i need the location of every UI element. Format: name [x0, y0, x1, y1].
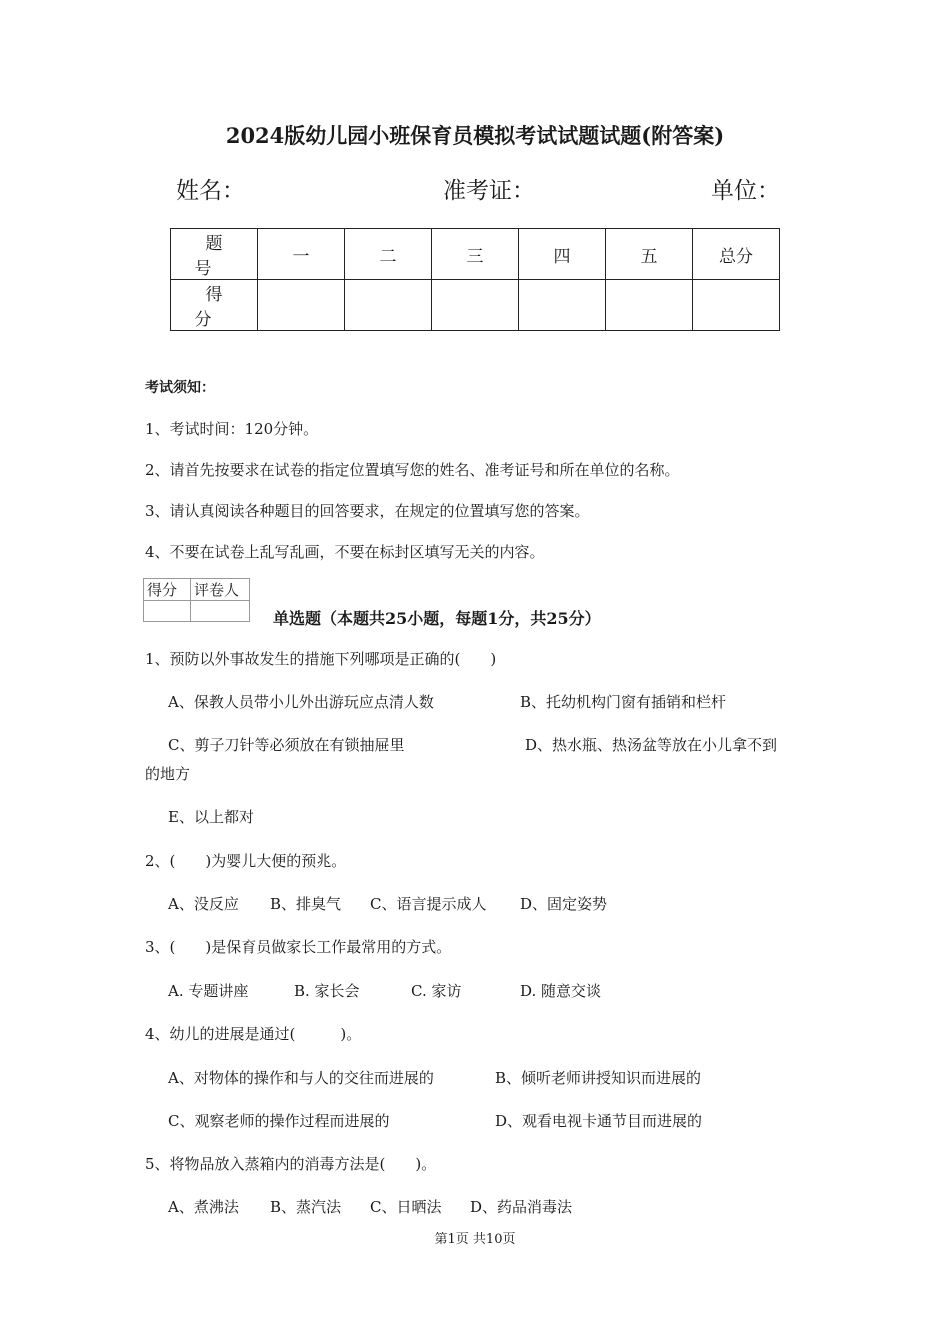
option-d[interactable]: D、药品消毒法 [470, 1198, 573, 1216]
score-cell[interactable] [693, 280, 780, 331]
score-cell[interactable] [345, 280, 432, 331]
score-cell[interactable] [606, 280, 693, 331]
column-header: 五 [606, 229, 693, 280]
option-e[interactable]: E、以上都对 [168, 808, 254, 826]
score-row-header: 得分 [171, 280, 258, 331]
question-stem: 1、预防以外事故发生的措施下列哪项是正确的( ) [145, 650, 497, 668]
unit-field-label: 单位： [711, 178, 780, 204]
score-table [170, 228, 780, 331]
option-b[interactable]: B、排臭气 [270, 895, 342, 913]
option-b[interactable]: B. 家长会 [294, 982, 360, 1000]
question-stem: 3、( )是保育员做家长工作最常用的方式。 [145, 938, 452, 956]
column-header: 二 [345, 229, 432, 280]
option-c[interactable]: C、语言提示成人 [370, 895, 487, 913]
option-a[interactable]: A、对物体的操作和与人的交往而进展的 [168, 1069, 434, 1087]
option-a[interactable]: A. 专题讲座 [168, 982, 249, 1000]
grader-name-label: 评卷人 [191, 579, 250, 601]
option-d[interactable]: D. 随意交谈 [520, 982, 602, 1000]
grader-score-cell[interactable] [144, 601, 191, 622]
notice-item: 2、请首先按要求在试卷的指定位置填写您的姓名、准考证号和所在单位的名称。 [145, 461, 680, 479]
column-header: 三 [432, 229, 519, 280]
score-cell[interactable] [432, 280, 519, 331]
option-c[interactable]: C、日晒法 [370, 1198, 442, 1216]
notice-item: 1、考试时间：120分钟。 [145, 420, 319, 438]
option-d[interactable]: D、观看电视卡通节目而进展的 [495, 1112, 703, 1130]
column-header: 四 [519, 229, 606, 280]
document-title: 2024版幼儿园小班保育员模拟考试试题试题(附答案) [225, 123, 725, 148]
grader-score-label: 得分 [144, 579, 191, 601]
name-field-label: 姓名： [176, 178, 245, 204]
notice-heading: 考试须知： [145, 380, 215, 396]
score-cell[interactable] [519, 280, 606, 331]
question-stem: 4、幼儿的进展是通过( )。 [145, 1025, 362, 1043]
question-stem: 2、( )为婴儿大便的预兆。 [145, 852, 347, 870]
option-d[interactable]: D、热水瓶、热汤盆等放在小儿拿不到 [525, 736, 778, 754]
grader-name-cell[interactable] [191, 601, 250, 622]
option-a[interactable]: A、煮沸法 [168, 1198, 239, 1216]
option-b[interactable]: B、托幼机构门窗有插销和栏杆 [520, 693, 727, 711]
page-footer: 第1页 共10页 [434, 1232, 516, 1247]
option-a[interactable]: A、保教人员带小儿外出游玩应点清人数 [168, 693, 434, 711]
option-c[interactable]: C、剪子刀针等必须放在有锁抽屉里 [168, 736, 405, 754]
option-d[interactable]: D、固定姿势 [520, 895, 608, 913]
notice-item: 3、请认真阅读各种题目的回答要求，在规定的位置填写您的答案。 [145, 502, 590, 520]
question-stem: 5、将物品放入蒸箱内的消毒方法是( )。 [145, 1155, 437, 1173]
score-table-header-row [171, 229, 780, 280]
option-c[interactable]: C、观察老师的操作过程而进展的 [168, 1112, 390, 1130]
option-c[interactable]: C. 家访 [411, 982, 462, 1000]
section-title: 单选题（本题共25小题，每题1分，共25分） [273, 609, 601, 628]
score-table-score-row [171, 280, 780, 331]
notice-item: 4、不要在试卷上乱写乱画，不要在标封区填写无关的内容。 [145, 543, 545, 561]
exam-id-field-label: 准考证： [443, 178, 535, 204]
column-header: 总分 [693, 229, 780, 280]
question-number-header: 题号 [171, 229, 258, 280]
option-d-continued: 的地方 [145, 765, 191, 783]
option-a[interactable]: A、没反应 [168, 895, 239, 913]
grader-box [143, 578, 250, 622]
option-b[interactable]: B、蒸汽法 [270, 1198, 342, 1216]
column-header: 一 [258, 229, 345, 280]
option-b[interactable]: B、倾听老师讲授知识而进展的 [495, 1069, 702, 1087]
score-cell[interactable] [258, 280, 345, 331]
